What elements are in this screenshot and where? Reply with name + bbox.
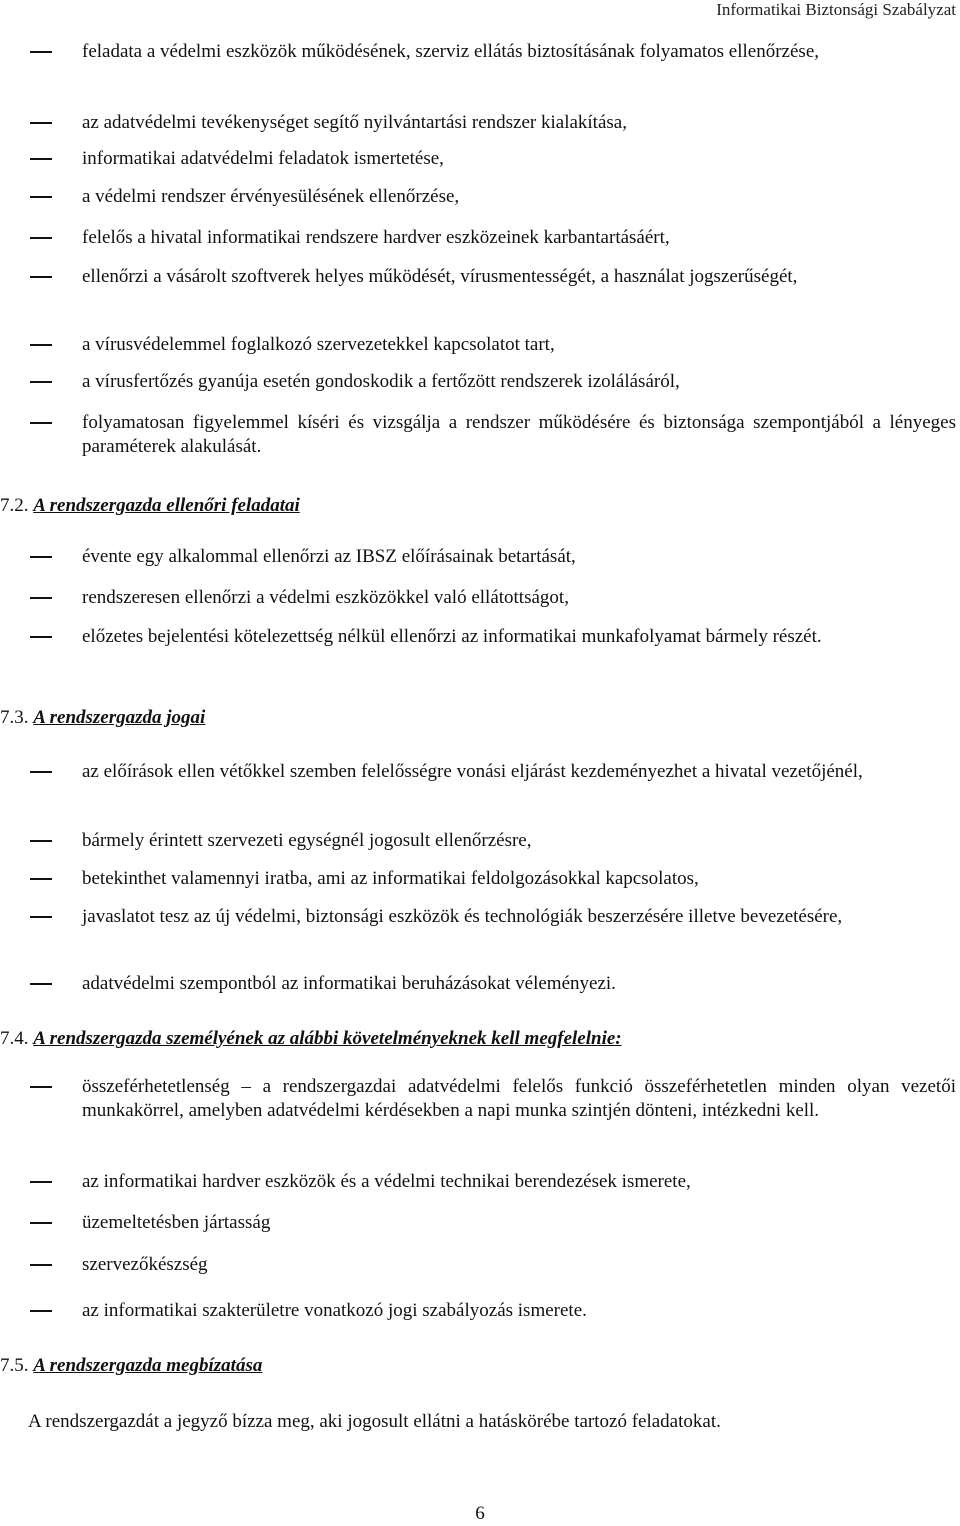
dash-bullet-icon bbox=[30, 840, 52, 842]
list-item bbox=[82, 905, 956, 929]
dash-bullet-icon bbox=[30, 1181, 52, 1183]
section-title: A rendszergazda személyének az alábbi követelményeknek kell megfelelnie: bbox=[33, 1028, 622, 1049]
list-item-text: adatvédelmi szempontból az informatikai beruházásokat véleményezi. bbox=[82, 973, 616, 994]
dash-bullet-icon bbox=[30, 344, 52, 346]
list-item-text: az informatikai szakterületre vonatkozó jogi szabályozás ismerete. bbox=[82, 1300, 587, 1321]
list-item bbox=[82, 1211, 956, 1235]
list-item bbox=[82, 111, 956, 135]
list-item-text: a vírusvédelemmel foglalkozó szervezetekkel kapcsolatot tart, bbox=[82, 334, 555, 355]
section-heading bbox=[0, 494, 300, 518]
dash-bullet-icon bbox=[30, 196, 52, 198]
list-item-text: évente egy alkalommal ellenőrzi az IBSZ előírásainak betartását, bbox=[82, 546, 576, 567]
list-item bbox=[82, 226, 956, 250]
list-item bbox=[82, 1075, 956, 1123]
dash-bullet-icon bbox=[30, 878, 52, 880]
section-number: 7.2. bbox=[0, 495, 29, 516]
dash-bullet-icon bbox=[30, 122, 52, 124]
list-item bbox=[82, 411, 956, 459]
list-item bbox=[82, 1170, 956, 1194]
section-title: A rendszergazda jogai bbox=[33, 707, 206, 728]
dash-bullet-icon bbox=[30, 983, 52, 985]
list-item-text: az előírások ellen vétőkkel szemben felelősségre vonási eljárást kezdeményezhet a hivatal vezetőjénél, bbox=[82, 761, 863, 782]
list-item-text: az informatikai hardver eszközök és a védelmi technikai berendezések ismerete, bbox=[82, 1171, 691, 1192]
section-number: 7.4. bbox=[0, 1028, 29, 1049]
dash-bullet-icon bbox=[30, 51, 52, 53]
list-item-text: előzetes bejelentési kötelezettség nélkül ellenőrzi az informatikai munkafolyamat bármely részét. bbox=[82, 626, 822, 647]
running-header: Informatikai Biztonsági Szabályzat bbox=[716, 0, 956, 19]
dash-bullet-icon bbox=[30, 597, 52, 599]
list-item bbox=[82, 1299, 956, 1323]
section-number: 7.3. bbox=[0, 707, 29, 728]
page-number: 6 bbox=[475, 1503, 485, 1524]
dash-bullet-icon bbox=[30, 916, 52, 918]
list-item bbox=[82, 625, 956, 649]
list-item-text: informatikai adatvédelmi feladatok ismertetése, bbox=[82, 148, 444, 169]
section-number: 7.5. bbox=[0, 1355, 29, 1376]
list-item-text: javaslatot tesz az új védelmi, biztonsági eszközök és technológiák beszerzésére illetve bevezetésére, bbox=[82, 906, 843, 927]
list-item bbox=[82, 867, 956, 891]
list-item-text: feladata a védelmi eszközök működésének, szerviz ellátás biztosításának folyamatos ellenőrzése, bbox=[82, 41, 820, 62]
section-heading bbox=[0, 1027, 622, 1051]
dash-bullet-icon bbox=[30, 1264, 52, 1266]
list-item-text: a védelmi rendszer érvényesülésének ellenőrzése, bbox=[82, 186, 460, 207]
list-item-text: ellenőrzi a vásárolt szoftverek helyes működését, vírusmentességét, a használat jogszerűségét, bbox=[82, 266, 798, 287]
list-item-text: az adatvédelmi tevékenységet segítő nyilvántartási rendszer kialakítása, bbox=[82, 112, 627, 133]
dash-bullet-icon bbox=[30, 771, 52, 773]
dash-bullet-icon bbox=[30, 276, 52, 278]
list-item bbox=[82, 760, 956, 784]
section-title: A rendszergazda ellenőri feladatai bbox=[33, 495, 300, 516]
dash-bullet-icon bbox=[30, 1222, 52, 1224]
list-item bbox=[82, 545, 956, 569]
list-item bbox=[82, 265, 956, 289]
dash-bullet-icon bbox=[30, 556, 52, 558]
list-item bbox=[82, 829, 956, 853]
dash-bullet-icon bbox=[30, 636, 52, 638]
section-title: A rendszergazda megbízatása bbox=[33, 1355, 263, 1376]
dash-bullet-icon bbox=[30, 422, 52, 424]
list-item bbox=[82, 40, 956, 64]
dash-bullet-icon bbox=[30, 1086, 52, 1088]
list-item-text: szervezőkészség bbox=[82, 1254, 208, 1275]
list-item bbox=[82, 333, 956, 357]
list-item-text: rendszeresen ellenőrzi a védelmi eszközökkel való ellátottságot, bbox=[82, 587, 569, 608]
list-item-text: felelős a hivatal informatikai rendszere hardver eszközeinek karbantartásáért, bbox=[82, 227, 670, 248]
dash-bullet-icon bbox=[30, 237, 52, 239]
list-item-text: üzemeltetésben jártasság bbox=[82, 1212, 271, 1233]
list-item bbox=[82, 586, 956, 610]
dash-bullet-icon bbox=[30, 381, 52, 383]
list-item-text: folyamatosan figyelemmel kíséri és vizsgálja a rendszer működésére és biztonsága szempontjából a lényeges paraméterek alakulását. bbox=[82, 412, 956, 457]
list-item bbox=[82, 972, 956, 996]
list-item bbox=[82, 147, 956, 171]
paragraph: A rendszergazdát a jegyző bízza meg, aki jogosult ellátni a hatáskörébe tartozó feladatokat. bbox=[28, 1411, 721, 1432]
list-item bbox=[82, 185, 956, 209]
list-item-text: összeférhetetlenség – a rendszergazdai adatvédelmi felelős funkció összeférhetetlen minden olyan vezetői munkakörrel, amelyben adatvédelmi kérdésekben a napi munka szintjén dönteni, intézkedni kell. bbox=[82, 1076, 956, 1121]
dash-bullet-icon bbox=[30, 1310, 52, 1312]
section-heading bbox=[0, 1354, 262, 1378]
list-item-text: a vírusfertőzés gyanúja esetén gondoskodik a fertőzött rendszerek izolálásáról, bbox=[82, 371, 680, 392]
list-item bbox=[82, 1253, 956, 1277]
list-item-text: betekinthet valamennyi iratba, ami az informatikai feldolgozásokkal kapcsolatos, bbox=[82, 868, 699, 889]
section-heading bbox=[0, 706, 205, 730]
list-item bbox=[82, 370, 956, 394]
list-item-text: bármely érintett szervezeti egységnél jogosult ellenőrzésre, bbox=[82, 830, 532, 851]
dash-bullet-icon bbox=[30, 158, 52, 160]
